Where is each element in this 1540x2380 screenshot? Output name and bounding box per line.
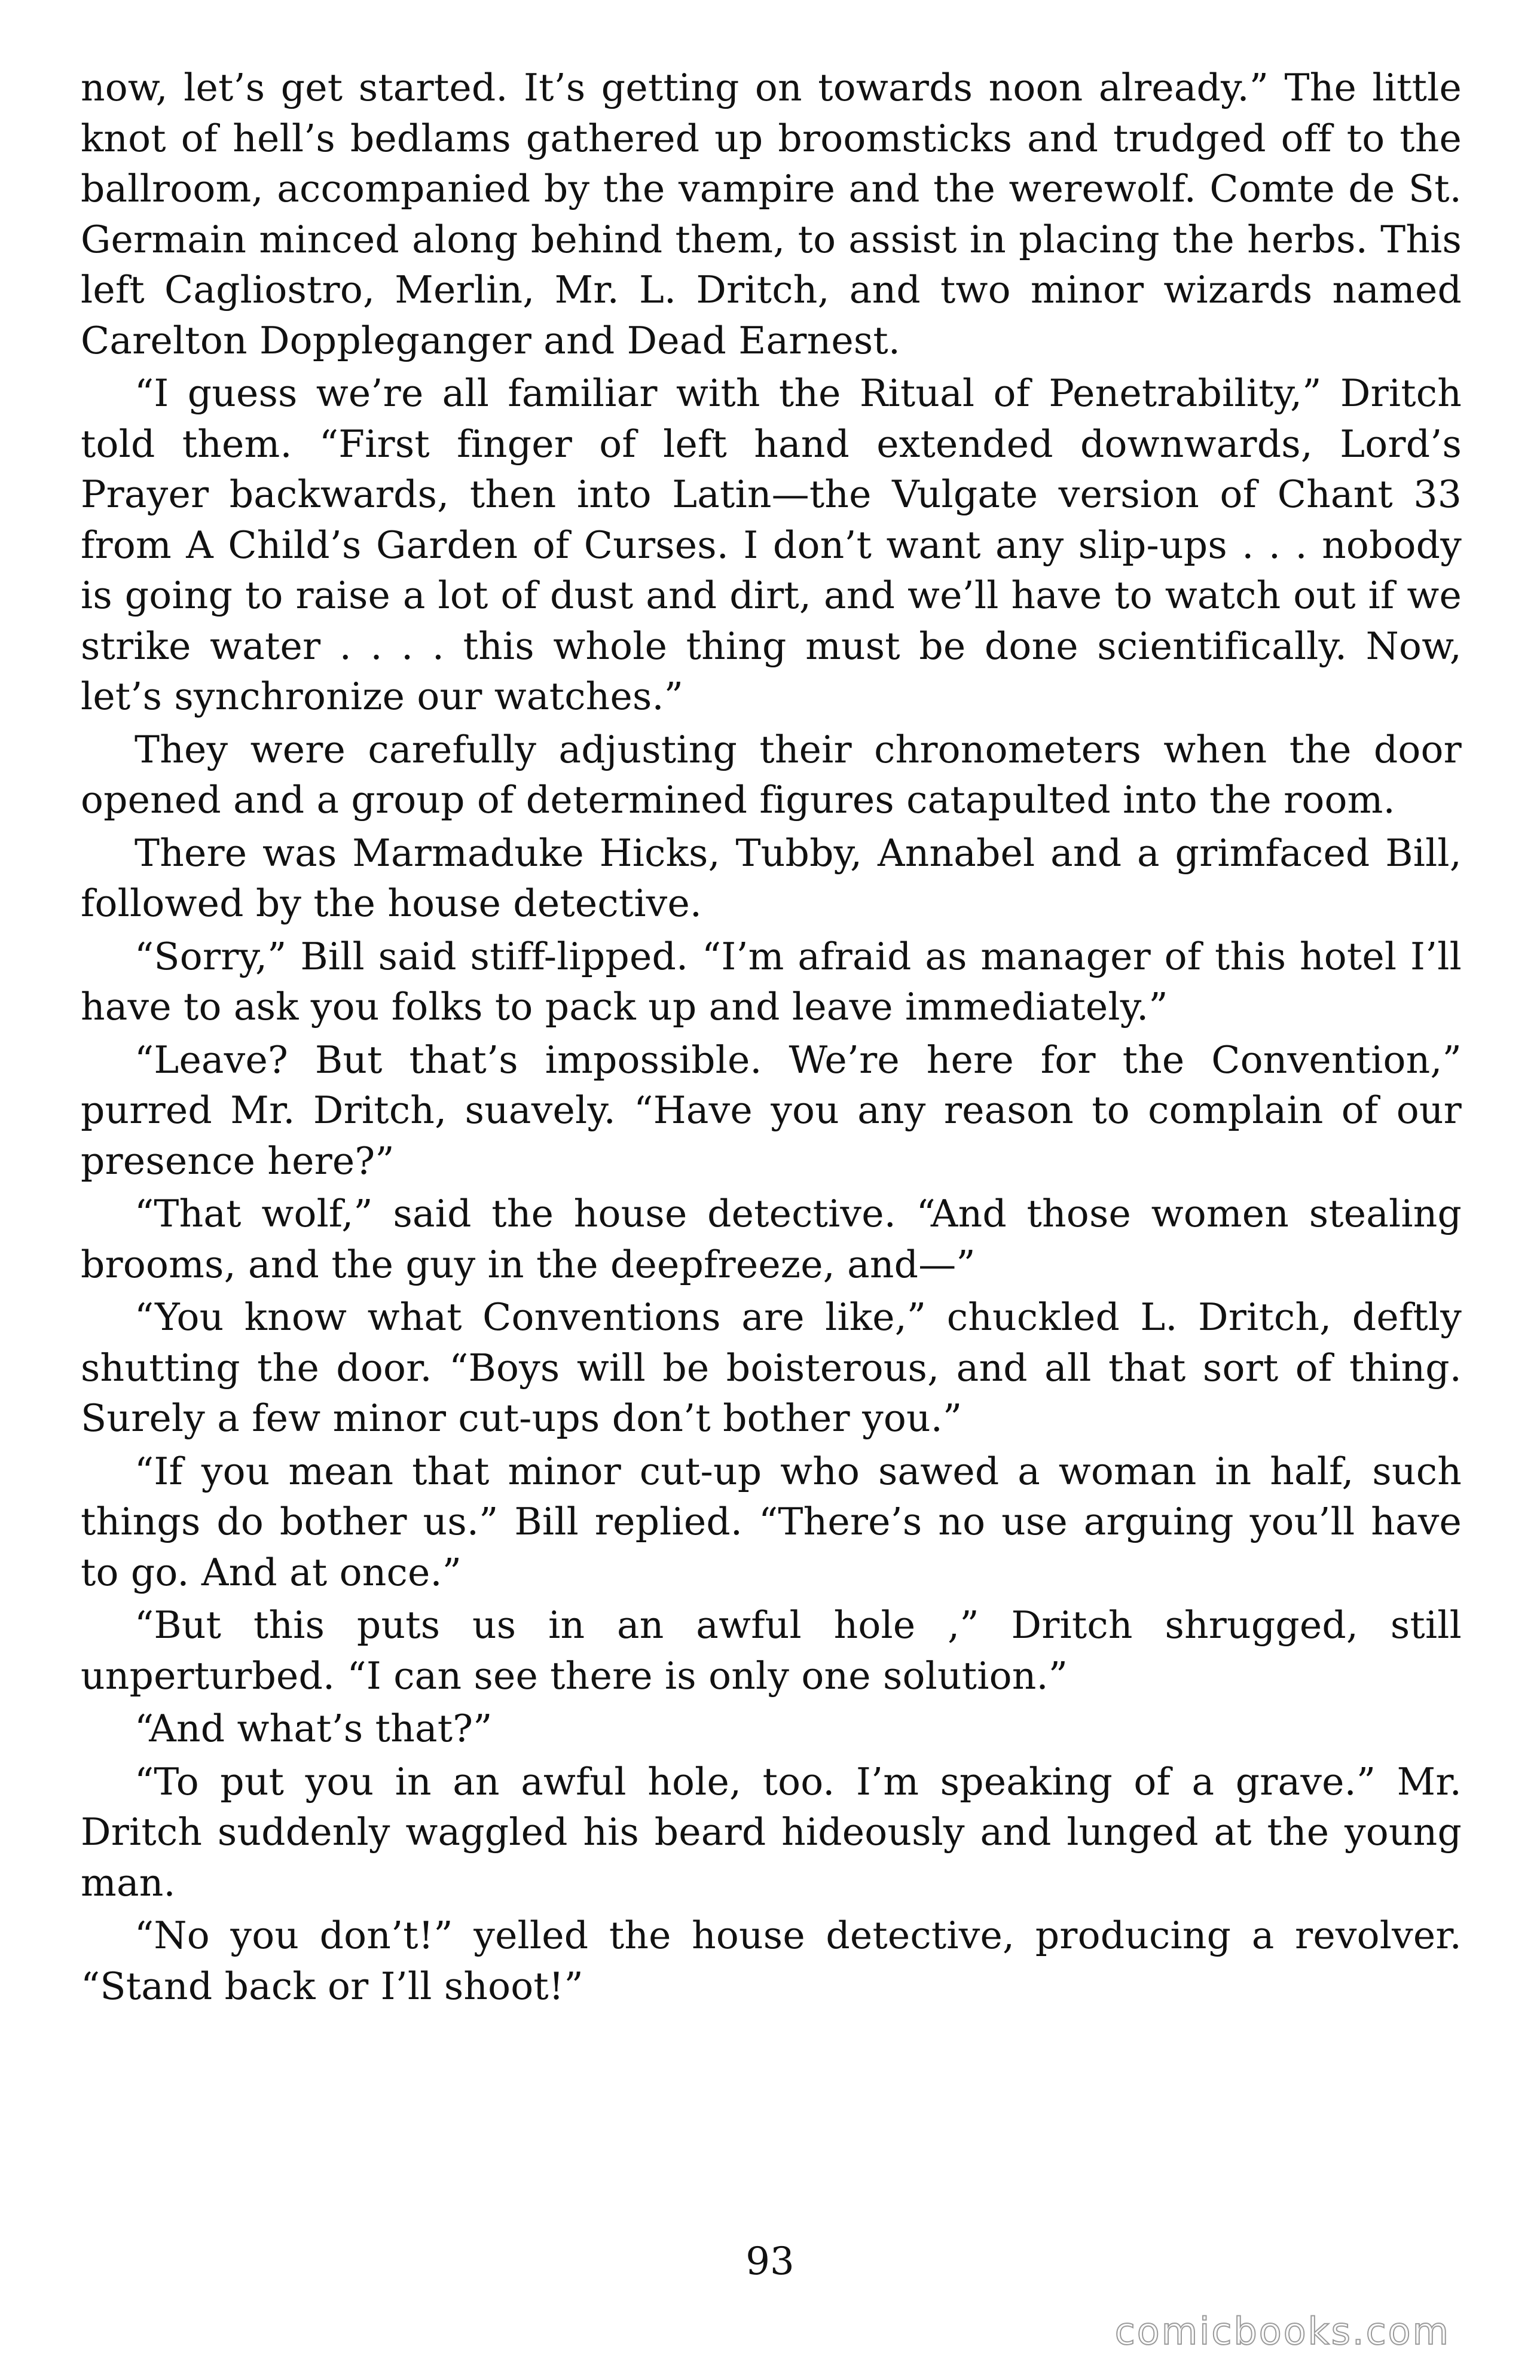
- paragraph-4: There was Marmaduke Hicks, Tubby, Annabel and a grimfaced Bill, followed by the house detective.: [81, 831, 1462, 925]
- paragraph-9: “If you mean that minor cut-up who sawed a woman in half, such things do bother us.” Bill replied. “There’s no use arguing you’ll have to go. And at once.”: [81, 1449, 1462, 1594]
- paragraph-2: “I guess we’re all familiar with the Ritual of Penetrability,” Dritch told them. “First finger of left hand extended downwards, Lord’s Prayer backwards, then into Latin—the Vulgate version of Chant 33 from A Child’s Garden of Curses. I don’t want any slip-ups . . . nobody is going to raise a lot of dust and dirt, and we’ll have to watch out if we strike water . . . . this whole thing must be done scientifically. Now, let’s synchronize our watches.”: [81, 371, 1462, 718]
- paragraph-7: “That wolf,” said the house detective. “And those women stealing brooms, and the guy in the deepfreeze, and—”: [81, 1192, 1462, 1286]
- paragraph-10: “But this puts us in an awful hole ,” Dritch shrugged, still unperturbed. “I can see there is only one solution.”: [81, 1603, 1462, 1698]
- paragraph-3: They were carefully adjusting their chronometers when the door opened and a group of determined figures catapulted into the room.: [81, 727, 1462, 822]
- paragraph-11: “And what’s that?”: [135, 1707, 493, 1750]
- page-number: 93: [745, 2239, 795, 2284]
- paragraph-6: “Leave? But that’s impossible. We’re here for the Convention,” purred Mr. Dritch, suavely. “Have you any reason to complain of our presence here?”: [81, 1038, 1462, 1183]
- paragraph-12: “To put you in an awful hole, too. I’m speaking of a grave.” Mr. Dritch suddenly waggled his beard hideously and lunged at the young man.: [81, 1759, 1462, 1905]
- paragraph-5: “Sorry,” Bill said stiff-lipped. “I’m afraid as manager of this hotel I’ll have to ask you folks to pack up and leave immediately.”: [81, 934, 1462, 1029]
- paragraph-1: now, let’s get started. It’s getting on towards noon already.” The little knot of hell’s bedlams gathered up broomsticks and trudged off to the ballroom, accompanied by the vampire and the werewolf. Comte de St. Germain minced along behind them, to assist in placing the herbs. This left Cagliostro, Merlin, Mr. L. Dritch, and two minor wizards named Carelton Doppleganger and Dead Earnest.: [81, 66, 1462, 362]
- watermark: comicbooks.com: [1114, 2309, 1450, 2353]
- paragraph-13: “No you don’t!” yelled the house detective, producing a revolver. “Stand back or I’ll shoot!”: [81, 1914, 1462, 2008]
- paragraph-8: “You know what Conventions are like,” chuckled L. Dritch, deftly shutting the door. “Boys will be boisterous, and all that sort of thing. Surely a few minor cut-ups don’t bother you.”: [81, 1295, 1462, 1440]
- book-page-text: [81, 63, 1462, 2014]
